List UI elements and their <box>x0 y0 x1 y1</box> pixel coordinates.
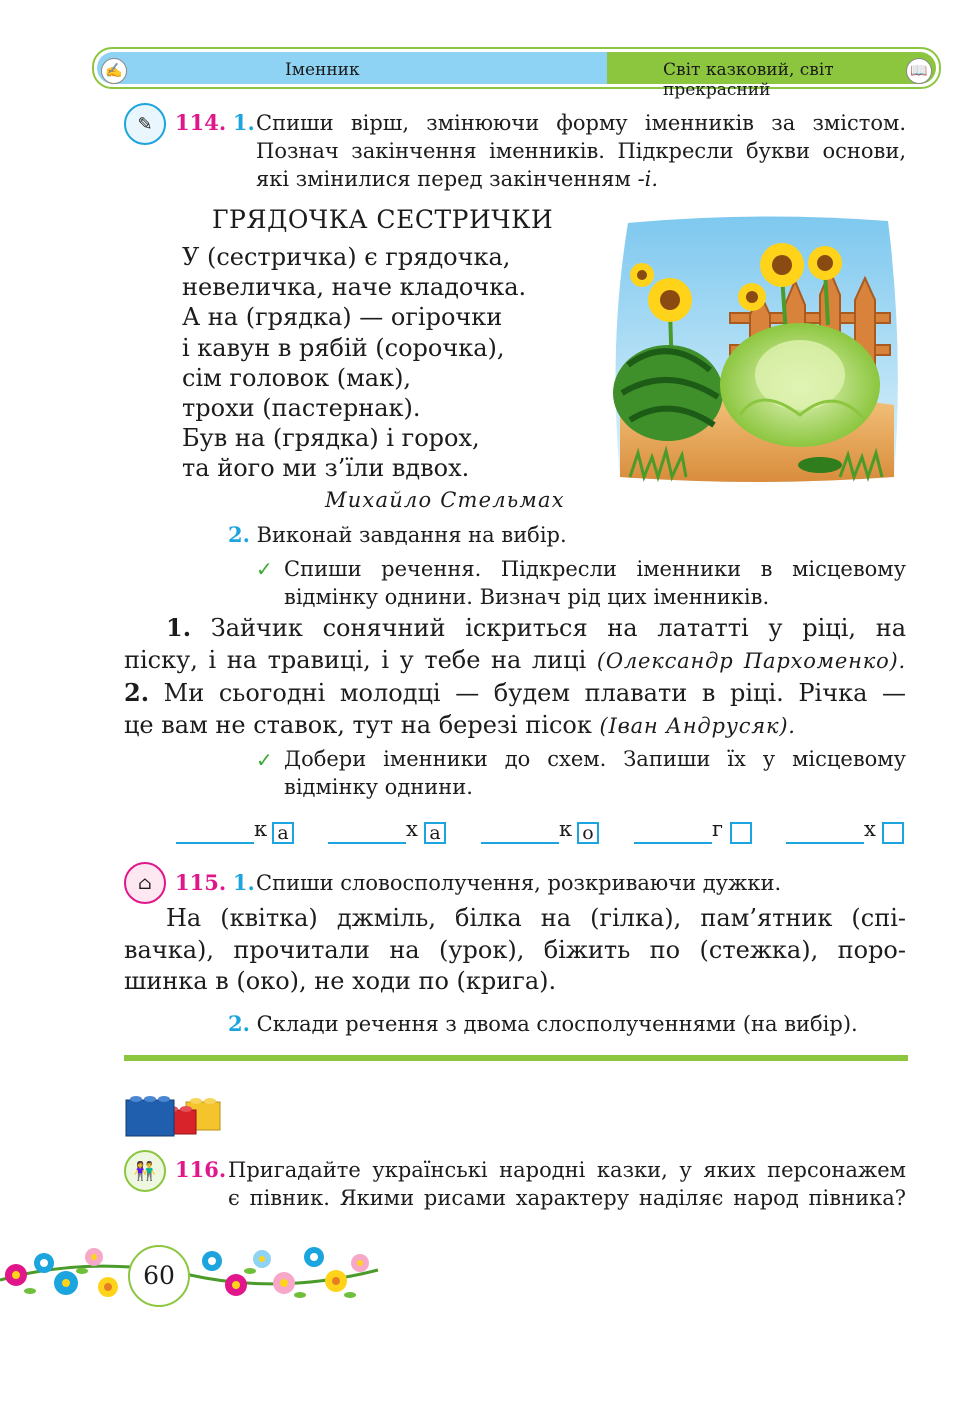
task-116-line-2: є півник. Якими рисами характеру наділяє народ півника? <box>228 1186 906 1210</box>
subtask-number: 1. <box>232 110 255 135</box>
option-1-line-1: Спиши речення. Підкресли іменники в місцевому <box>284 557 906 581</box>
scheme-letter: х <box>864 817 876 841</box>
task-115-line-3: шинка в (око), не ходи по (крига). <box>124 967 557 995</box>
lego-bricks-icon <box>124 1090 224 1140</box>
sentence-text: це вам не ставок, тут на березі пісок <box>124 710 600 739</box>
poem-title: ГРЯДОЧКА СЕСТРИЧКИ <box>212 205 554 234</box>
sentence-number: 2. <box>124 678 150 707</box>
word-scheme-3 <box>481 817 601 844</box>
task-116-line-1: Пригадайте українські народні казки, у яких персонажем <box>228 1158 906 1182</box>
task-115-number <box>175 869 255 897</box>
option-2-line-1: Добери іменники до схем. Запиши їх у місцевому <box>284 747 906 771</box>
subtask-text: Склади речення з двома слосполученнями (на вибір). <box>256 1012 858 1036</box>
house-icon: ⌂ <box>124 862 166 904</box>
checkmark-icon: ✓ <box>256 748 273 772</box>
scheme-ending-box <box>730 822 752 844</box>
poem-line: та його ми з’їли вдвох. <box>182 454 470 483</box>
task-number: 115. <box>175 870 227 895</box>
sentence-text: Ми сьогодні молодці — будем плавати в ріці. Річка — <box>163 679 906 707</box>
task-115-subtask-2 <box>228 1010 858 1038</box>
task-114-instruction-line-1: Спиши вірш, змінюючи форму іменників за змістом. <box>256 111 906 135</box>
subtask-number: 1. <box>232 870 255 895</box>
instruction-text: які змінилися перед закінченням <box>256 167 638 191</box>
poem-line: невеличка, наче кладочка. <box>182 273 527 302</box>
task-114-instruction-line-2: Познач закінчення іменників. Підкресли букви основи, <box>256 139 906 163</box>
poem-line: А на (грядка) — огірочки <box>182 303 503 332</box>
section-divider <box>124 1055 908 1061</box>
poem-body <box>182 242 526 484</box>
sentence-text: Зайчик сонячний іскриться на лататті у ріці, на <box>210 614 907 642</box>
word-scheme-1 <box>176 817 296 844</box>
flower-decoration <box>0 1235 380 1315</box>
page-header <box>92 47 941 100</box>
scheme-blank-line <box>328 842 406 844</box>
poem-line: Був на (грядка) і горох, <box>182 424 480 453</box>
lego-bricks-svg <box>124 1090 224 1140</box>
sentence-1-line-2 <box>124 645 906 678</box>
scheme-letter: г <box>712 817 724 841</box>
subtask-number: 2. <box>228 1011 250 1036</box>
garden-illustration-svg <box>610 215 902 485</box>
task-number: 114. <box>175 110 227 135</box>
header-section-title: Іменник <box>285 60 360 80</box>
word-scheme-2 <box>328 817 448 844</box>
sentence-2-line-1 <box>124 677 906 710</box>
scheme-ending-box: о <box>577 822 599 844</box>
scheme-ending-box <box>882 822 904 844</box>
scheme-letter: к <box>559 817 573 841</box>
task-114-number <box>175 109 255 137</box>
scheme-ending-box: а <box>272 822 294 844</box>
task-114-instruction-line-3 <box>256 165 658 193</box>
flower-decoration-svg <box>0 1235 380 1315</box>
header-right-band <box>607 52 936 100</box>
scheme-blank-line <box>634 842 712 844</box>
example-sentences <box>124 612 906 742</box>
poem-line: сім головок (мак), <box>182 363 412 392</box>
subtask-text: Виконай завдання на вибір. <box>256 523 567 547</box>
task-115-text <box>124 903 906 998</box>
task-number: 116. <box>175 1157 227 1182</box>
option-1-line-2: відмінку однини. Визнач рід цих іменників. <box>284 585 770 609</box>
poem-line: У (сестричка) є грядочка, <box>182 243 511 271</box>
scheme-blank-line <box>481 842 559 844</box>
scheme-blank-line <box>786 842 864 844</box>
scheme-blank-line <box>176 842 254 844</box>
sentence-1-line-1 <box>124 612 906 645</box>
task-114-subtask-2 <box>228 521 567 549</box>
page-number: 60 <box>128 1245 190 1307</box>
garden-illustration <box>610 215 902 485</box>
sentence-author: (Олександр Пархоменко). <box>596 648 906 673</box>
header-chapter-title: Світ казковий, світ прекрасний <box>663 60 834 100</box>
task-115-line-1: На (квітка) джміль, білка на (гілка), пам’ятник (спі- <box>166 904 906 932</box>
pen-icon: ✍ <box>101 58 127 84</box>
task-115-line-2: вачка), прочитали на (урок), біжить по (стежка), поро- <box>124 935 906 964</box>
sentence-text: піску, і на травиці, і у тебе на лиці <box>124 645 597 674</box>
poem-author: Михайло Стельмах <box>325 488 565 512</box>
poem-line: і кавун в рябій (сорочка), <box>182 333 505 362</box>
option-2-line-2: відмінку однини. <box>284 775 473 799</box>
word-scheme-4 <box>634 817 754 844</box>
pencil-write-icon: ✎ <box>124 103 166 145</box>
scheme-letter: х <box>406 817 418 841</box>
ending-marker: -і. <box>637 167 659 191</box>
book-icon: 📖 <box>906 58 932 84</box>
task-116-number <box>175 1156 226 1184</box>
scheme-ending-box: а <box>424 822 446 844</box>
header-left-band <box>97 52 607 84</box>
subtask-number: 2. <box>228 522 250 547</box>
sentence-number: 1. <box>166 613 192 642</box>
poem-line: трохи (пастернак). <box>182 394 421 423</box>
sentence-author: (Іван Андрусяк). <box>599 713 796 738</box>
children-icon: 👫 <box>124 1150 166 1192</box>
checkmark-icon: ✓ <box>256 557 273 581</box>
sentence-2-line-2 <box>124 710 906 743</box>
scheme-letter: к <box>254 817 268 841</box>
task-115-instruction: Спиши словосполучення, розкриваючи дужки. <box>256 871 782 895</box>
word-scheme-5 <box>786 817 906 844</box>
